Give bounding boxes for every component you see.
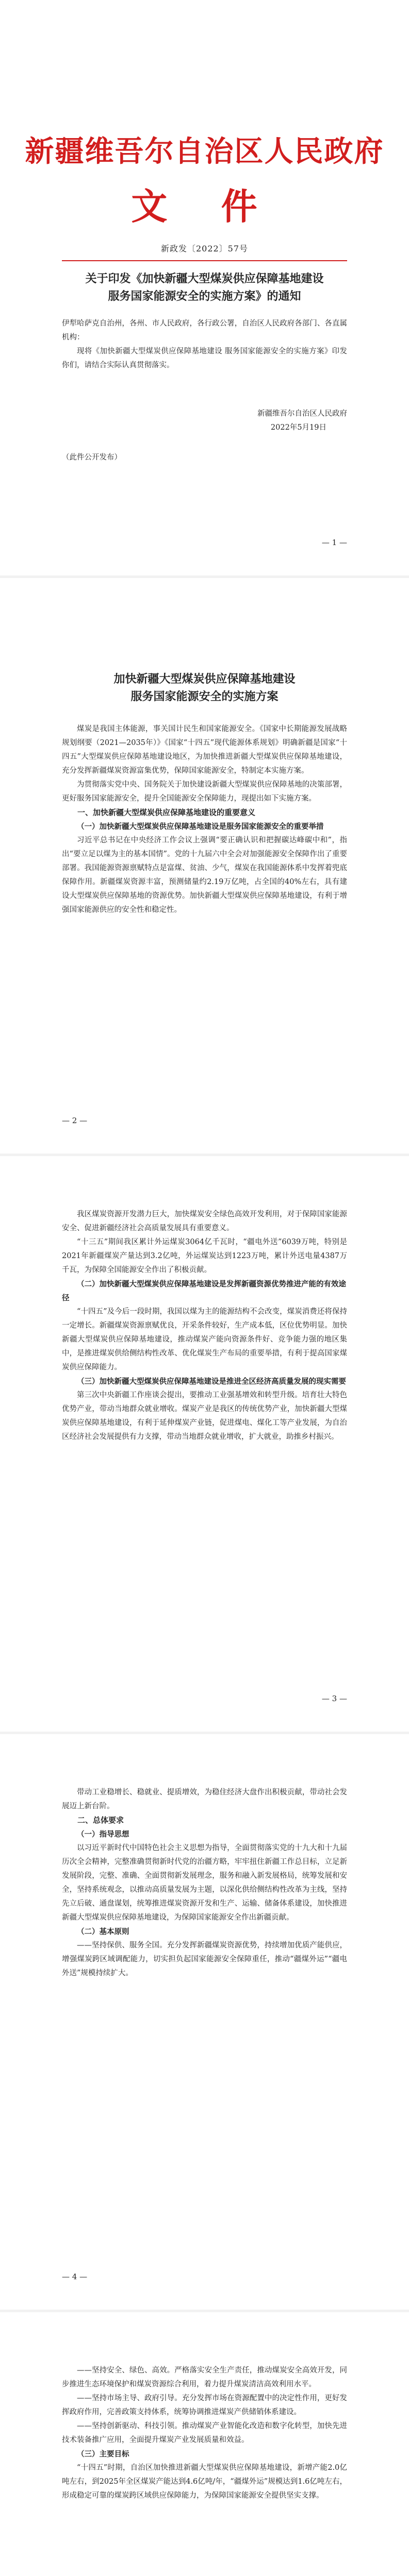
section-2-paragraph-5: ——坚持创新驱动、科技引领。推动煤炭产业智能化改造和数字化转型，加快先进技术装备推广应用，全面提升煤炭产业发展质量和效益。 xyxy=(62,2422,347,2444)
page-number: — 2 — xyxy=(62,1116,88,1125)
section-1-subheading-2: （二）加快新疆大型煤炭供应保障基地建设是发挥新疆资源优势推进产能的有效途径 xyxy=(62,1280,346,1302)
page-2 xyxy=(0,578,409,1156)
section-2-continued xyxy=(62,2364,347,2503)
section-2-paragraph-1: 以习近平新时代中国特色社会主义思想为指导，全面贯彻落实党的十九大和十九届历次全会精神，完整准确贯彻新时代党的治疆方略，牢牢扭住新疆工作总目标，立足新发展阶段，完整、准确、全面贯彻新发展理念，服务和融入新发展格局，统筹发展和安全，坚持系统观念，以推动高质量发展为主题，以深化供给侧结构性改革为主线，坚持先立后破、通盘谋划，统筹推进煤炭资源开发和生产、运输、储备体系建设，加快推进新疆大型煤炭供应保障基地建设，为保障国家能源安全作出新疆贡献。 xyxy=(62,1844,347,1922)
notice-title-line-1: 关于印发《加快新疆大型煤炭供应保障基地建设 xyxy=(85,273,324,285)
section-1-subheading-1: （一）加快新疆大型煤炭供应保障基地建设是服务国家能源安全的重要举措 xyxy=(77,822,324,831)
notice-signature xyxy=(62,407,347,435)
red-divider xyxy=(62,260,347,261)
issue-date: 2022年5月19日 xyxy=(270,423,326,432)
section-1-subheading-3: （三）加快新疆大型煤炭供应保障基地建设是推进全区经济高质量发展的现实需要 xyxy=(77,1377,346,1386)
section-1-paragraph-5: 第三次中央新疆工作座谈会提出，要推动工业强基增效和转型升级。培育壮大特色优势产业，带动当地群众就业增收。煤炭产业是我区的传统优势产业，加快新疆大型煤炭供应保障基地建设，有利于延伸煤炭产业链，促进煤电、煤化工等产业发展，为自治区经济社会发展提供有力支撑，带动当地群众就业增收，扩大就业，助推乡村振兴。 xyxy=(62,1391,347,1441)
section-1-paragraph-3: “十三五”期间我区累计外运煤炭3064亿千瓦时，“疆电外送”6039万吨，特别是2021年新疆煤炭产量达到3.2亿吨，外运煤炭达到1223万吨，累计外送电量4387万千瓦，为保障全国能源安全作出了积极贡献。 xyxy=(62,1238,347,1274)
section-2-subheading-1: （一）指导思想 xyxy=(77,1830,129,1839)
section-2-paragraph-3: ——坚持安全、绿色、高效。严格落实安全生产责任，推动煤炭安全高效开发，同步推进生态环境保护和煤炭资源综合利用，着力提升煤炭清洁高效利用水平。 xyxy=(62,2366,347,2388)
intro-paragraph-1: 煤炭是我国主体能源，事关国计民生和国家能源安全。《国家中长期能源发展战略规划纲要（2021—2035年）》《国家“十四五”现代能源体系规划》明确新疆是国家“十四五”大型煤炭供应保障基地建设地区，为加快推进新疆大型煤炭供应保障基地建设，充分发挥新疆煤炭资源富集优势，保障国家能源安全，特制定本实施方案。 xyxy=(62,725,347,775)
section-2-subheading-2: （二）基本原则 xyxy=(77,1927,129,1936)
notice-title xyxy=(62,270,347,306)
publication-note-block xyxy=(62,451,347,465)
publication-note: （此件公开发布） xyxy=(62,453,122,462)
notice-body xyxy=(62,317,347,372)
section-1-paragraph-6: 带动工业稳增长、稳就业、提质增效，为稳住经济大盘作出积极贡献，带动社会发展迈上新台阶。 xyxy=(62,1788,347,1810)
intro-paragraph-2: 为贯彻落实党中央、国务院关于加快建设新疆大型煤炭供应保障基地的决策部署，更好服务国家能源安全，提升全国能源安全保障能力，现提出如下实施方案。 xyxy=(62,781,347,803)
plan-intro xyxy=(62,722,347,917)
page-5 xyxy=(0,2312,409,2576)
notice-title-line-2: 服务国家能源安全的实施方案》的通知 xyxy=(108,290,301,303)
page-number: — 3 — xyxy=(321,1694,347,1703)
section-2 xyxy=(62,1786,347,1980)
section-1-paragraph-2: 我区煤炭资源开发潜力巨大，加快煤炭安全绿色高效开发利用，对于保障国家能源安全、促进新疆经济社会高质量发展具有重要意义。 xyxy=(62,1210,347,1232)
page-3 xyxy=(0,1156,409,1734)
page-number: — 1 — xyxy=(321,538,347,547)
section-1-paragraph-4: “十四五”及今后一段时期，我国以煤为主的能源结构不会改变，煤炭消费还将保持一定增长。新疆煤炭资源禀赋优良，开采条件较好，生产成本低，区位优势明显。加快新疆大型煤炭供应保障基地建设，推动煤炭产能向资源条件好、竞争能力强的地区集中，是推进煤炭供给侧结构性改革、优化煤炭生产布局的重要举措，有利于提高国家煤炭供应保障能力。 xyxy=(62,1308,347,1371)
plan-title-line-1: 加快新疆大型煤炭供应保障基地建设 xyxy=(113,673,296,686)
section-2-heading: 二、总体要求 xyxy=(77,1816,124,1825)
notice-recipients: 伊犁哈萨克自治州，各州、市人民政府，各行政公署，自治区人民政府各部门、各直属机构： xyxy=(62,319,347,342)
section-1-paragraph-1: 习近平总书记在中央经济工作会议上强调“要正确认识和把握碳达峰碳中和”，指出“要立足以煤为主的基本国情”。党的十九届六中全会对加强能源安全保障作出了重要部署。我国能源资源禀赋特点是富煤、贫油、少气，煤炭在我国能源体系中发挥着兜底保障作用。新疆煤炭资源丰富，预测储量约2.19万亿吨，占全国的40%左右，具有建设大型煤炭供应保障基地的资源优势。加快新疆大型煤炭供应保障基地建设，有利于增强国家能源供应的安全性和稳定性。 xyxy=(62,836,347,914)
issuing-authority-header: 新疆维吾尔自治区人民政府 xyxy=(25,135,384,168)
notice-text: 现将《加快新疆大型煤炭供应保障基地建设 服务国家能源安全的实施方案》印发你们，请结合实际认真贯彻落实。 xyxy=(62,347,347,369)
page-4 xyxy=(0,1734,409,2312)
issuer: 新疆维吾尔自治区人民政府 xyxy=(257,410,347,418)
section-2-paragraph-4: ——坚持市场主导、政府引导。充分发挥市场在资源配置中的决定性作用，更好发挥政府作用，完善政策支持体系，统筹协调推进煤炭产供储销体系建设。 xyxy=(62,2394,347,2416)
page-number: — 4 — xyxy=(62,2272,88,2281)
document-number: 新政发〔2022〕57号 xyxy=(160,244,249,253)
document-type-header: 文 件 xyxy=(131,185,278,228)
section-1-heading: 一、加快新疆大型煤炭供应保障基地建设的重要意义 xyxy=(77,808,256,817)
page-1 xyxy=(0,0,409,578)
section-2-paragraph-6: “十四五”时期，自治区加快推进新疆大型煤炭供应保障基地建设，新增产能2.0亿吨左右，到2025年全区煤炭产能达到4.6亿吨/年，“疆煤外运”规模达到1.6亿吨左右，形成稳定可靠的煤炭跨区域供应保障能力，为保障国家能源安全提供坚实支撑。 xyxy=(62,2464,347,2500)
section-2-subheading-3: （三）主要目标 xyxy=(77,2450,129,2459)
plan-title-line-2: 服务国家能源安全的实施方案 xyxy=(130,690,279,703)
section-1-continued xyxy=(62,1208,347,1444)
plan-title xyxy=(62,671,347,706)
section-2-paragraph-2: ——坚持保供、服务全国。充分发挥新疆煤炭资源优势，持续增加优质产能供应，增强煤炭跨区域调配能力，切实担负起国家能源安全保障重任，推动“疆煤外运”“疆电外送”规模持续扩大。 xyxy=(62,1941,347,1977)
